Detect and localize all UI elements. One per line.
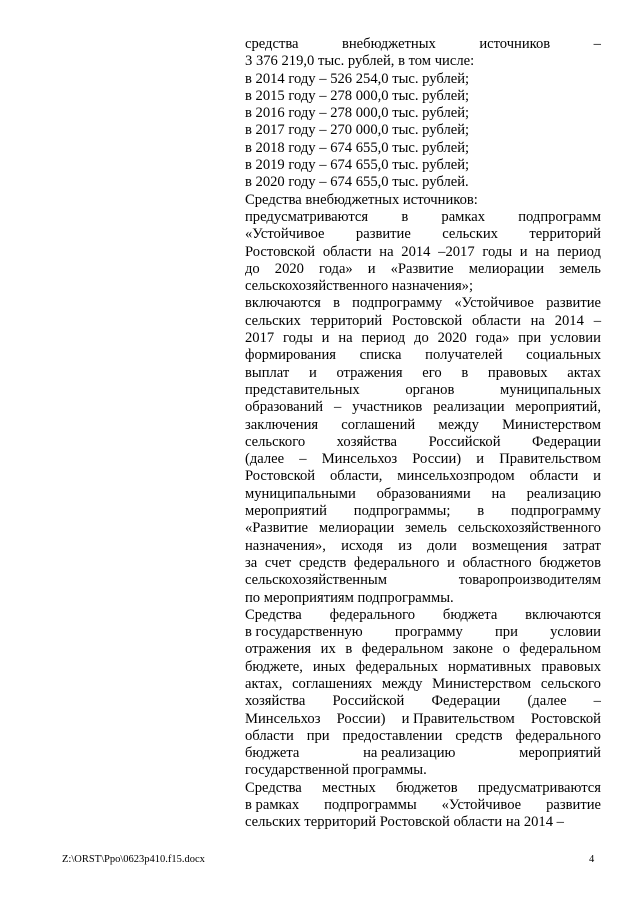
- text-word: при: [518, 330, 542, 347]
- text-word: бюджета: [442, 606, 498, 623]
- text-line: в 2019 году – 674 655,0 тыс. рублей;: [245, 157, 470, 174]
- text-word: развитие: [355, 226, 411, 243]
- text-word: в: [401, 208, 409, 225]
- text-word: и: [367, 260, 376, 277]
- text-word: федерального: [353, 554, 440, 571]
- text-word: России): [336, 710, 386, 727]
- text-word: на: [338, 330, 353, 347]
- text-word: и: [593, 468, 601, 485]
- text-line: [245, 745, 601, 762]
- text-line: [245, 486, 601, 503]
- text-word: формирования: [245, 347, 336, 364]
- text-line: [245, 693, 601, 710]
- footer-file-path: Z:\ORST\Ppo\0623p410.f15.docx: [62, 854, 205, 865]
- text-word: мероприятий,: [515, 399, 601, 416]
- text-word: образований: [245, 399, 324, 416]
- text-word: в: [477, 503, 485, 520]
- text-word: заключения: [245, 416, 319, 433]
- text-word: сельскохозяйственным: [245, 572, 387, 589]
- text-line: [245, 538, 601, 555]
- text-word: Министерством: [432, 675, 532, 692]
- text-line: [245, 641, 601, 658]
- text-word: за: [245, 554, 258, 571]
- text-word: реализации: [433, 399, 505, 416]
- text-word: участников: [352, 399, 423, 416]
- text-word: области: [322, 243, 372, 260]
- text-word: на: [379, 243, 394, 260]
- text-word: территорий: [310, 312, 383, 329]
- text-word: муниципальных: [499, 381, 601, 398]
- text-word: Минсельхоз: [321, 451, 398, 468]
- text-line: [245, 36, 601, 53]
- text-word: отражения: [245, 641, 312, 658]
- text-word: «Развитие: [390, 260, 454, 277]
- text-word: Федерации: [431, 693, 501, 710]
- text-word: Правительством: [499, 451, 601, 468]
- text-line: [245, 711, 601, 728]
- text-word: области: [245, 727, 294, 744]
- text-word: 2020: [437, 330, 467, 347]
- text-word: «Устойчивое: [441, 797, 522, 814]
- text-word: хозяйства: [336, 433, 398, 450]
- text-word: программу: [394, 624, 463, 641]
- text-word: территорий: [529, 226, 601, 243]
- text-word: исходя: [341, 537, 383, 554]
- text-word: и Правительством: [401, 710, 515, 727]
- text-word: законе: [452, 641, 494, 658]
- text-word: федеральном: [361, 641, 444, 658]
- text-line: [245, 451, 601, 468]
- text-word: счет: [264, 554, 292, 571]
- text-word: «Развитие: [245, 520, 309, 537]
- text-word: сельского: [245, 433, 306, 450]
- text-line: в 2017 году – 270 000,0 тыс. рублей;: [245, 122, 470, 139]
- text-word: –: [333, 399, 342, 416]
- text-line: в 2018 году – 674 655,0 тыс. рублей;: [245, 139, 470, 156]
- text-word: «Устойчивое: [245, 226, 325, 243]
- text-line: государственной программы.: [245, 762, 427, 779]
- text-word: и: [476, 451, 485, 468]
- text-word: источников: [479, 36, 551, 52]
- text-word: бюджета: [245, 745, 300, 762]
- text-word: –: [593, 36, 601, 52]
- text-word: на: [530, 312, 545, 329]
- text-word: в: [333, 295, 340, 312]
- text-word: предусматриваются: [245, 208, 369, 225]
- text-word: Министерством: [502, 416, 601, 433]
- text-word: в: [345, 641, 353, 658]
- text-word: получателей: [425, 347, 503, 364]
- text-word: Ростовской: [245, 468, 316, 485]
- text-line: Средства внебюджетных источников:: [245, 191, 478, 208]
- text-word: «Устойчивое: [454, 295, 534, 312]
- text-word: области: [529, 468, 579, 485]
- text-word: бюджетов: [395, 779, 458, 796]
- text-line: [245, 313, 601, 330]
- text-line: [245, 797, 601, 814]
- text-word: включаются: [525, 606, 601, 623]
- text-word: назначения»,: [245, 537, 326, 554]
- text-line: в 2016 году – 278 000,0 тыс. рублей;: [245, 105, 470, 122]
- text-word: федеральных: [355, 658, 438, 675]
- text-word: –2017: [438, 243, 475, 260]
- text-line: сельскохозяйственного назначения»;: [245, 278, 474, 295]
- text-word: области,: [329, 468, 383, 485]
- text-word: 2020: [274, 260, 304, 277]
- text-word: Федерации: [532, 433, 601, 450]
- text-word: органов: [405, 381, 455, 398]
- text-word: реализацию: [526, 485, 601, 502]
- text-word: при: [306, 727, 330, 744]
- text-word: средств: [455, 727, 503, 744]
- text-word: –: [593, 693, 601, 710]
- text-word: до: [414, 330, 429, 347]
- text-word: подпрограмму: [510, 503, 601, 520]
- text-word: представительных: [245, 381, 360, 398]
- text-word: федерального: [329, 606, 416, 623]
- text-word: между: [381, 675, 423, 692]
- text-word: Ростовской: [530, 710, 601, 727]
- text-word: Минсельхоз: [245, 710, 321, 727]
- text-word: средств: [298, 554, 347, 571]
- text-line: [245, 417, 601, 434]
- text-word: хозяйства: [245, 693, 306, 710]
- text-line: 3 376 219,0 тыс. рублей, в том числе:: [245, 53, 475, 70]
- text-word: условии: [550, 330, 601, 347]
- text-word: доли: [427, 537, 457, 554]
- text-word: подпрограммы: [324, 797, 417, 814]
- text-word: муниципальными: [245, 485, 356, 502]
- text-word: социальных: [526, 347, 601, 364]
- text-line: [245, 572, 601, 589]
- text-word: средства: [245, 36, 299, 52]
- text-line: [245, 607, 601, 624]
- text-word: и: [519, 243, 528, 260]
- text-word: 2014: [401, 243, 431, 260]
- text-word: до: [245, 260, 260, 277]
- text-word: года»: [319, 260, 353, 277]
- text-word: подпрограмму: [352, 295, 443, 312]
- text-word: период: [361, 330, 406, 347]
- text-word: о: [502, 641, 510, 658]
- text-word: при: [494, 624, 518, 641]
- text-word: –: [299, 451, 307, 468]
- text-word: товаропроизводителям: [458, 572, 601, 589]
- text-word: мелиорации: [318, 520, 395, 537]
- text-line: [245, 244, 601, 261]
- text-line: [245, 382, 601, 399]
- text-word: местных: [321, 779, 376, 796]
- text-word: мелиорации: [468, 260, 545, 277]
- text-word: в государственную: [245, 624, 363, 641]
- text-word: минсельхозпродом: [397, 468, 515, 485]
- text-word: 2014: [554, 312, 584, 329]
- text-word: подпрограмм: [518, 208, 601, 225]
- text-word: сельскохозяйственного: [457, 520, 601, 537]
- text-word: и: [447, 554, 455, 571]
- text-word: их: [320, 641, 336, 658]
- text-word: затрат: [562, 537, 601, 554]
- text-word: сельских: [245, 312, 301, 329]
- text-line: [245, 209, 601, 226]
- text-word: года»: [475, 330, 510, 347]
- text-word: между: [438, 416, 479, 433]
- text-word: предоставлении: [342, 727, 443, 744]
- text-word: его: [422, 364, 442, 381]
- document-body-text: [245, 36, 601, 832]
- text-word: Средства: [245, 779, 302, 796]
- footer-page-number: 4: [589, 854, 595, 865]
- text-word: развитие: [546, 295, 601, 312]
- text-line: [245, 503, 601, 520]
- text-word: Ростовской: [392, 312, 463, 329]
- text-word: правовых: [541, 658, 601, 675]
- text-word: образованиями: [376, 485, 471, 502]
- text-line: [245, 468, 601, 485]
- text-word: включаются: [245, 295, 321, 312]
- text-word: на: [535, 243, 550, 260]
- text-word: бюджете,: [245, 658, 303, 675]
- text-word: иных: [312, 658, 346, 675]
- text-word: земель: [405, 520, 447, 537]
- text-word: из: [398, 537, 412, 554]
- text-word: и: [321, 330, 330, 347]
- text-line: сельских территорий Ростовской области на 2014 –: [245, 814, 564, 831]
- text-word: годы: [482, 243, 513, 260]
- text-word: (далее: [527, 693, 567, 710]
- text-word: в: [461, 364, 469, 381]
- text-word: соглашениях: [292, 675, 373, 692]
- text-word: отражения: [336, 364, 403, 381]
- text-line: [245, 676, 601, 693]
- text-line: [245, 295, 601, 312]
- text-line: по мероприятиям подпрограммы.: [245, 589, 454, 606]
- text-word: федеральном: [519, 641, 601, 658]
- text-word: подпрограммы;: [353, 503, 451, 520]
- text-word: выплат: [245, 364, 290, 381]
- text-word: 2017: [245, 330, 275, 347]
- text-word: Ростовской: [245, 243, 316, 260]
- text-line: [245, 399, 601, 416]
- text-word: федерального: [515, 727, 601, 744]
- text-word: развитие: [546, 797, 601, 814]
- text-word: на: [491, 485, 506, 502]
- text-line: в 2015 году – 278 000,0 тыс. рублей;: [245, 87, 470, 104]
- text-word: (далее: [245, 451, 285, 468]
- text-line: [245, 330, 601, 347]
- text-line: в 2014 году – 526 254,0 тыс. рублей;: [245, 70, 470, 87]
- text-word: внебюджетных: [341, 36, 436, 52]
- text-word: актах: [567, 364, 601, 381]
- text-line: в 2020 году – 674 655,0 тыс. рублей.: [245, 174, 469, 191]
- text-word: соглашений: [341, 416, 416, 433]
- text-word: Российской: [332, 693, 405, 710]
- text-word: Российской: [428, 433, 501, 450]
- text-line: [245, 659, 601, 676]
- text-word: области: [471, 312, 521, 329]
- text-word: рамках: [441, 208, 486, 225]
- text-word: Средства: [245, 606, 302, 623]
- text-word: мероприятий: [519, 745, 601, 762]
- text-line: [245, 728, 601, 745]
- text-word: в рамках: [245, 797, 300, 814]
- text-line: [245, 520, 601, 537]
- text-line: [245, 365, 601, 382]
- text-word: на реализацию: [363, 745, 456, 762]
- text-word: и: [308, 364, 317, 381]
- text-word: –: [593, 312, 601, 329]
- text-word: правовых: [487, 364, 548, 381]
- text-word: земель: [559, 260, 601, 277]
- text-word: сельского: [540, 675, 601, 692]
- text-word: мероприятий: [245, 503, 327, 520]
- text-line: [245, 261, 601, 278]
- text-word: списка: [359, 347, 402, 364]
- text-line: [245, 780, 601, 797]
- text-word: годы: [283, 330, 313, 347]
- text-word: актах,: [245, 675, 283, 692]
- text-line: [245, 555, 601, 572]
- text-word: период: [557, 243, 601, 260]
- text-word: условии: [550, 624, 601, 641]
- text-word: России): [412, 451, 462, 468]
- text-word: сельских: [442, 226, 498, 243]
- text-line: [245, 226, 601, 243]
- text-word: предусматриваются: [477, 779, 601, 796]
- text-word: областного: [462, 554, 532, 571]
- text-line: [245, 347, 601, 364]
- text-word: бюджетов: [539, 554, 601, 571]
- text-word: возмещения: [472, 537, 548, 554]
- text-line: [245, 434, 601, 451]
- text-line: [245, 624, 601, 641]
- text-word: нормативных: [447, 658, 532, 675]
